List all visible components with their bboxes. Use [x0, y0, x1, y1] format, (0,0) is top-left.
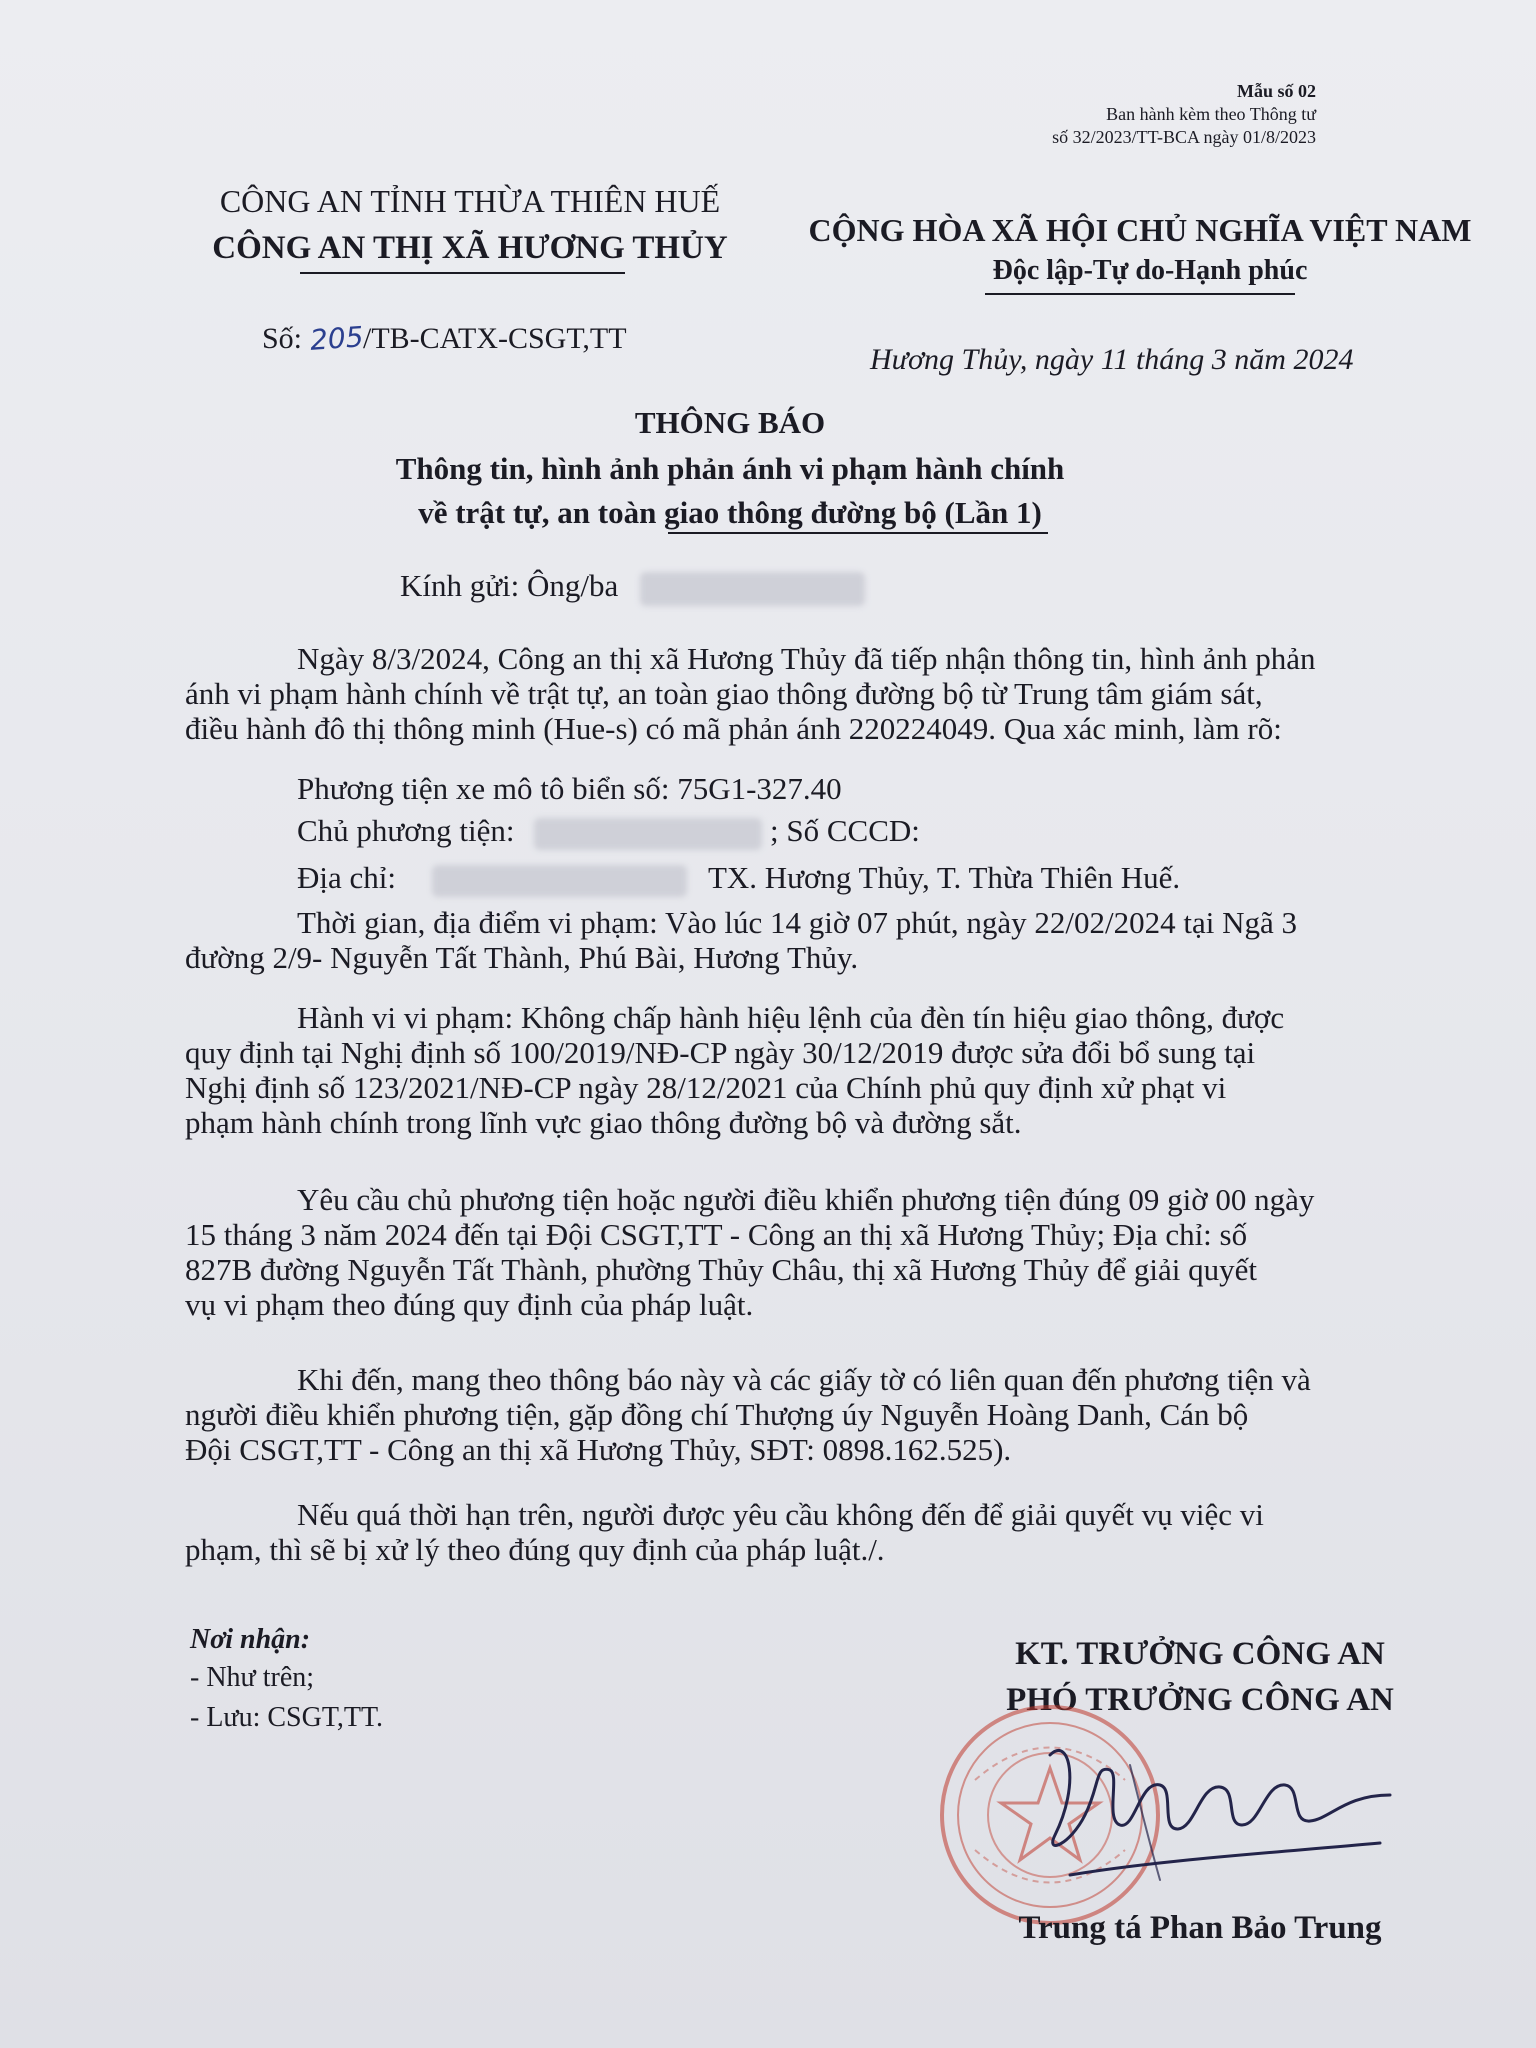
bring-line: Đội CSGT,TT - Công an thị xã Hương Thủy, SĐT: 0898.162.525). [185, 1432, 1012, 1467]
redacted-owner-name [534, 818, 762, 850]
document-title: THÔNG BÁO [634, 405, 826, 440]
doc-no-suffix: /TB-CATX-CSGT,TT [362, 322, 627, 355]
nation-name: CỘNG HÒA XÃ HỘI CHỦ NGHĨA VIỆT NAM [808, 212, 1472, 248]
intro-line: Ngày 8/3/2024, Công an thị xã Hương Thủy đã tiếp nhận thông tin, hình ảnh phản [297, 641, 1316, 676]
signer-title-line1: KT. TRƯỞNG CÔNG AN [1015, 1636, 1385, 1672]
violation-act-paragraph [185, 1000, 1511, 1140]
issuing-agency: CÔNG AN THỊ XÃ HƯƠNG THỦY [212, 230, 728, 266]
owner-address-row [297, 860, 1180, 897]
request-line: 827B đường Nguyễn Tất Thành, phường Thủy Châu, thị xã Hương Thủy để giải quyết [185, 1252, 1257, 1287]
id-number-label: ; Số CCCD: [769, 813, 920, 848]
intro-line: ánh vi phạm hành chính về trật tự, an toàn giao thông đường bộ từ Trung tâm giám sát, [185, 676, 1263, 711]
violation-act-line: phạm hành chính trong lĩnh vực giao thông đường bộ và đường sắt. [185, 1105, 1022, 1140]
violation-act-line: Nghị định số 123/2021/NĐ-CP ngày 28/12/2021 của Chính phủ quy định xử phạt vi [185, 1070, 1227, 1105]
form-issued-with: Ban hành kèm theo Thông tư [1106, 104, 1316, 124]
deadline-line: Nếu quá thời hạn trên, người được yêu cầu không đến để giải quyết vụ việc vi [297, 1497, 1264, 1532]
redacted-address [432, 865, 687, 897]
parent-agency: CÔNG AN TỈNH THỪA THIÊN HUẾ [219, 183, 721, 219]
signer-name: Trung tá Phan Bảo Trung [1018, 1910, 1382, 1946]
place-date: Hương Thủy, ngày 11 tháng 3 năm 2024 [870, 343, 1354, 376]
deadline-paragraph [185, 1497, 1511, 1567]
agency-underline [300, 272, 625, 274]
document-subtitle-line2: về trật tự, an toàn giao thông đường bộ (Lần 1) [418, 495, 1042, 530]
doc-no-handwritten: 205 [308, 320, 365, 357]
recipients-title: Nơi nhận: [190, 1624, 311, 1655]
intro-line: điều hành đô thị thông minh (Hue-s) có mã phản ánh 220224049. Qua xác minh, làm rõ: [185, 711, 1282, 746]
document-number [262, 322, 627, 356]
redacted-recipient-name [640, 572, 865, 606]
violation-act-line: Hành vi vi phạm: Không chấp hành hiệu lệnh của đèn tín hiệu giao thông, được [297, 1000, 1285, 1035]
greeting-label: Kính gửi: Ông/ba [400, 568, 619, 603]
motto-underline [985, 293, 1295, 295]
form-number: Mẫu số 02 [1236, 81, 1316, 101]
bring-line: người điều khiển phương tiện, gặp đồng chí Thượng úy Nguyễn Hoàng Danh, Cán bộ [185, 1397, 1249, 1432]
vehicle-plate: Phương tiện xe mô tô biển số: 75G1-327.40 [297, 771, 842, 806]
vehicle-owner-row [297, 813, 920, 850]
recipient-item: - Như trên; [190, 1662, 315, 1693]
national-motto: Độc lập-Tự do-Hạnh phúc [992, 255, 1308, 286]
address-label: Địa chỉ: [297, 860, 396, 895]
greeting [400, 568, 865, 606]
form-number-block [1052, 80, 1316, 149]
recipient-item: - Lưu: CSGT,TT. [190, 1702, 384, 1733]
violation-time-line: Thời gian, địa điểm vi phạm: Vào lúc 14 giờ 07 phút, ngày 22/02/2024 tại Ngã 3 [297, 905, 1297, 940]
bring-line: Khi đến, mang theo thông báo này và các giấy tờ có liên quan đến phương tiện và [297, 1362, 1311, 1397]
request-paragraph [185, 1182, 1511, 1322]
form-circular: số 32/2023/TT-BCA ngày 01/8/2023 [1052, 127, 1316, 147]
violation-time-paragraph [185, 905, 1511, 975]
request-line: Yêu cầu chủ phương tiện hoặc người điều khiển phương tiện đúng 09 giờ 00 ngày [297, 1182, 1315, 1217]
title-underline [668, 532, 1048, 534]
request-line: vụ vi phạm theo đúng quy định của pháp luật. [185, 1287, 754, 1322]
violation-act-line: quy định tại Nghị định số 100/2019/NĐ-CP ngày 30/12/2019 được sửa đổi bổ sung tại [185, 1035, 1256, 1070]
signer-title-line2: PHÓ TRƯỞNG CÔNG AN [1006, 1682, 1394, 1718]
handwritten-signature-icon [1010, 1725, 1400, 1895]
address-tail: TX. Hương Thủy, T. Thừa Thiên Huế. [707, 860, 1181, 895]
doc-no-prefix: Số: [262, 322, 310, 355]
request-line: 15 tháng 3 năm 2024 đến tại Đội CSGT,TT - Công an thị xã Hương Thủy; Địa chỉ: số [185, 1217, 1248, 1252]
violation-time-line: đường 2/9- Nguyễn Tất Thành, Phú Bài, Hương Thủy. [185, 940, 859, 975]
owner-label: Chủ phương tiện: [297, 813, 515, 848]
intro-paragraph [185, 641, 1511, 746]
document-subtitle-line1: Thông tin, hình ảnh phản ánh vi phạm hành chính [395, 451, 1065, 486]
bring-documents-paragraph [185, 1362, 1511, 1467]
deadline-line: phạm, thì sẽ bị xử lý theo đúng quy định của pháp luật./. [185, 1532, 885, 1567]
